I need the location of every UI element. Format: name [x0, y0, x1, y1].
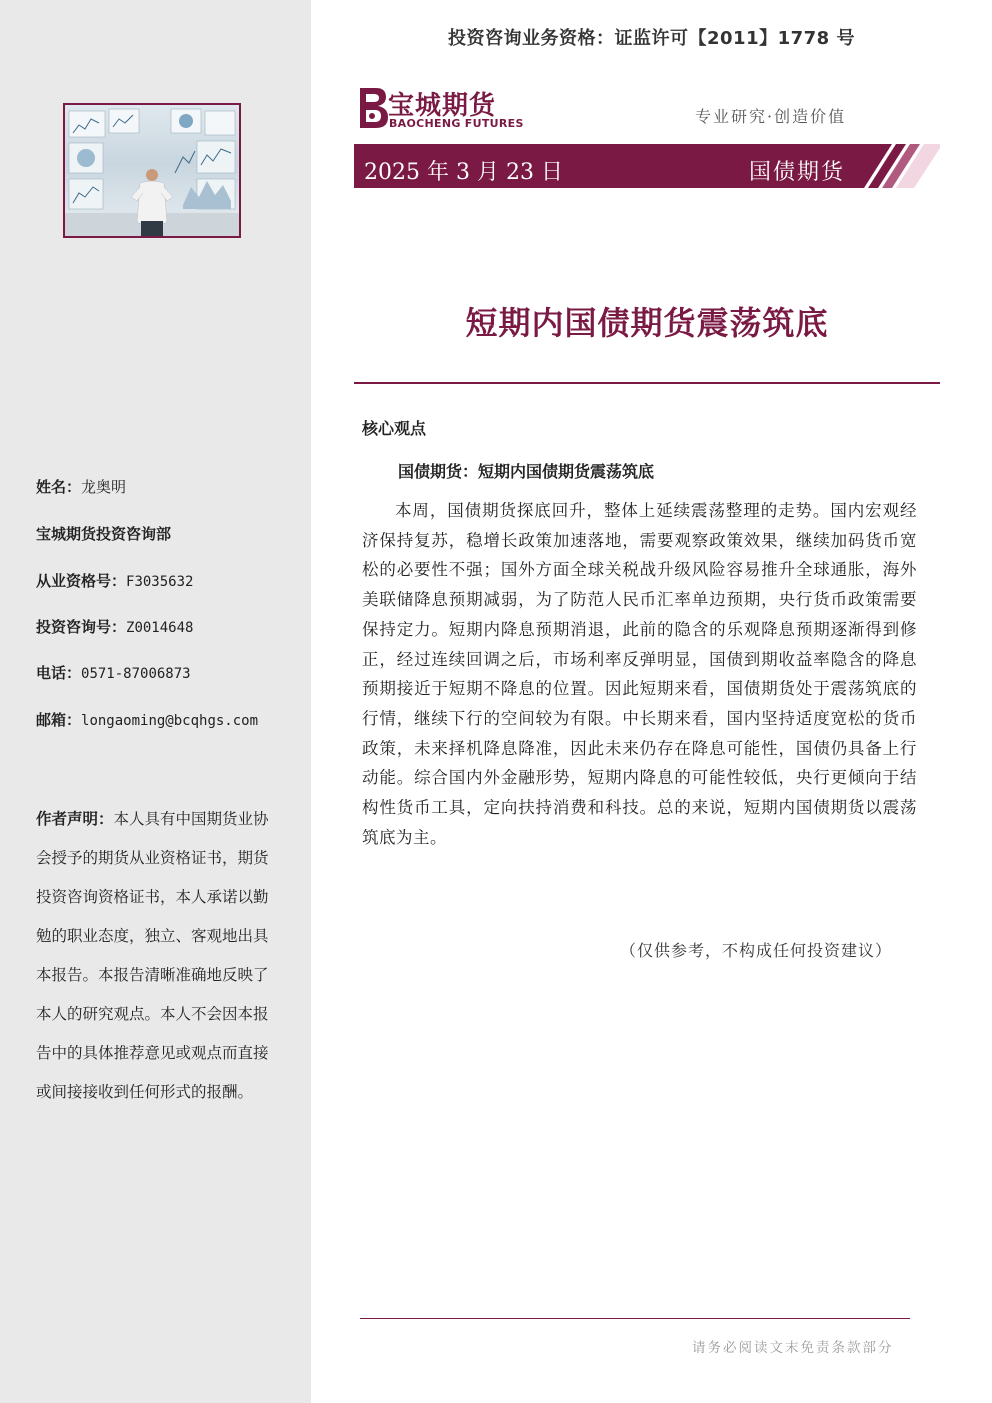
core-heading: 核心观点: [362, 419, 427, 438]
email: [36, 709, 258, 730]
qualification-line: 投资咨询业务资格：证监许可【2011】1778 号: [448, 28, 855, 49]
logo-chinese-name: 宝城期货: [388, 91, 497, 121]
license-label: 从业资格号：: [36, 572, 127, 590]
email-value[interactable]: longaoming@bcqhgs.com: [81, 713, 259, 729]
phone-value: 0571-87006873: [81, 666, 191, 682]
slogan: 专业研究·创造价值: [695, 107, 847, 126]
email-label: 邮箱：: [36, 711, 82, 729]
phone-label: 电话：: [36, 664, 82, 682]
sub-heading: 国债期货：短期内国债期货震荡筑底: [398, 462, 655, 481]
logo-english-name: BAOCHENG FUTURES: [389, 117, 524, 130]
report-category: 国债期货: [749, 160, 846, 185]
report-title: 短期内国债期货震荡筑底: [465, 304, 829, 342]
footer-divider: [360, 1318, 910, 1319]
investment-disclaimer: （仅供参考，不构成任何投资建议）: [620, 941, 893, 960]
phone: [36, 662, 191, 683]
license-number: [36, 570, 193, 591]
statement-label: 作者声明：: [36, 810, 114, 828]
name-value: 龙奥明: [81, 478, 127, 496]
name-label: 姓名：: [36, 478, 82, 496]
consult-label: 投资咨询号：: [36, 618, 127, 636]
consult-value: Z0014648: [126, 620, 194, 636]
body-paragraph: 本周，国债期货探底回升，整体上延续震荡整理的走势。国内宏观经济保持复苏，稳增长政策加速落地，需要观察政策效果，继续加码货币宽松的必要性不强；国外方面全球关税战升级风险容易推升全球通胀，海外美联储降息预期减弱，为了防范人民币汇率单边预期，央行货币政策需要保持定力。短期内降息预期消退，此前的隐含的乐观降息预期逐渐得到修正，经过连续回调之后，市场利率反弹明显，国债到期收益率隐含的降息预期接近于短期不降息的位置。因此短期来看，国债期货处于震荡筑底的行情，继续下行的空间较为有限。中长期来看，国内坚持适度宽松的货币政策，未来择机降息降准，因此未来仍存在降息可能性，国债仍具备上行动能。综合国内外金融形势，短期内降息的可能性较低，央行更倾向于结构性货币工具，定向扶持消费和科技。总的来说，短期内国债期货以震荡筑底为主。: [362, 501, 917, 847]
report-date: 2025 年 3 月 23 日: [364, 160, 563, 185]
license-value: F3035632: [126, 574, 194, 590]
hero-image-analyst-screens: [63, 103, 241, 238]
author-statement: [36, 800, 272, 1112]
footer-note: 请务必阅读文末免责条款部分: [692, 1340, 894, 1356]
statement-text: 本人具有中国期货业协会授予的期货从业资格证书，期货投资咨询资格证书，本人承诺以勤勉的职业态度，独立、客观地出具本报告。本报告清晰准确地反映了本人的研究观点。本人不会因本报告中的具体推荐意见或观点而直接或间接接收到任何形式的报酬。: [36, 810, 269, 1101]
author-name: [36, 476, 126, 497]
consult-number: [36, 616, 193, 637]
department: 宝城期货投资咨询部: [36, 525, 172, 543]
title-divider: [354, 382, 940, 384]
